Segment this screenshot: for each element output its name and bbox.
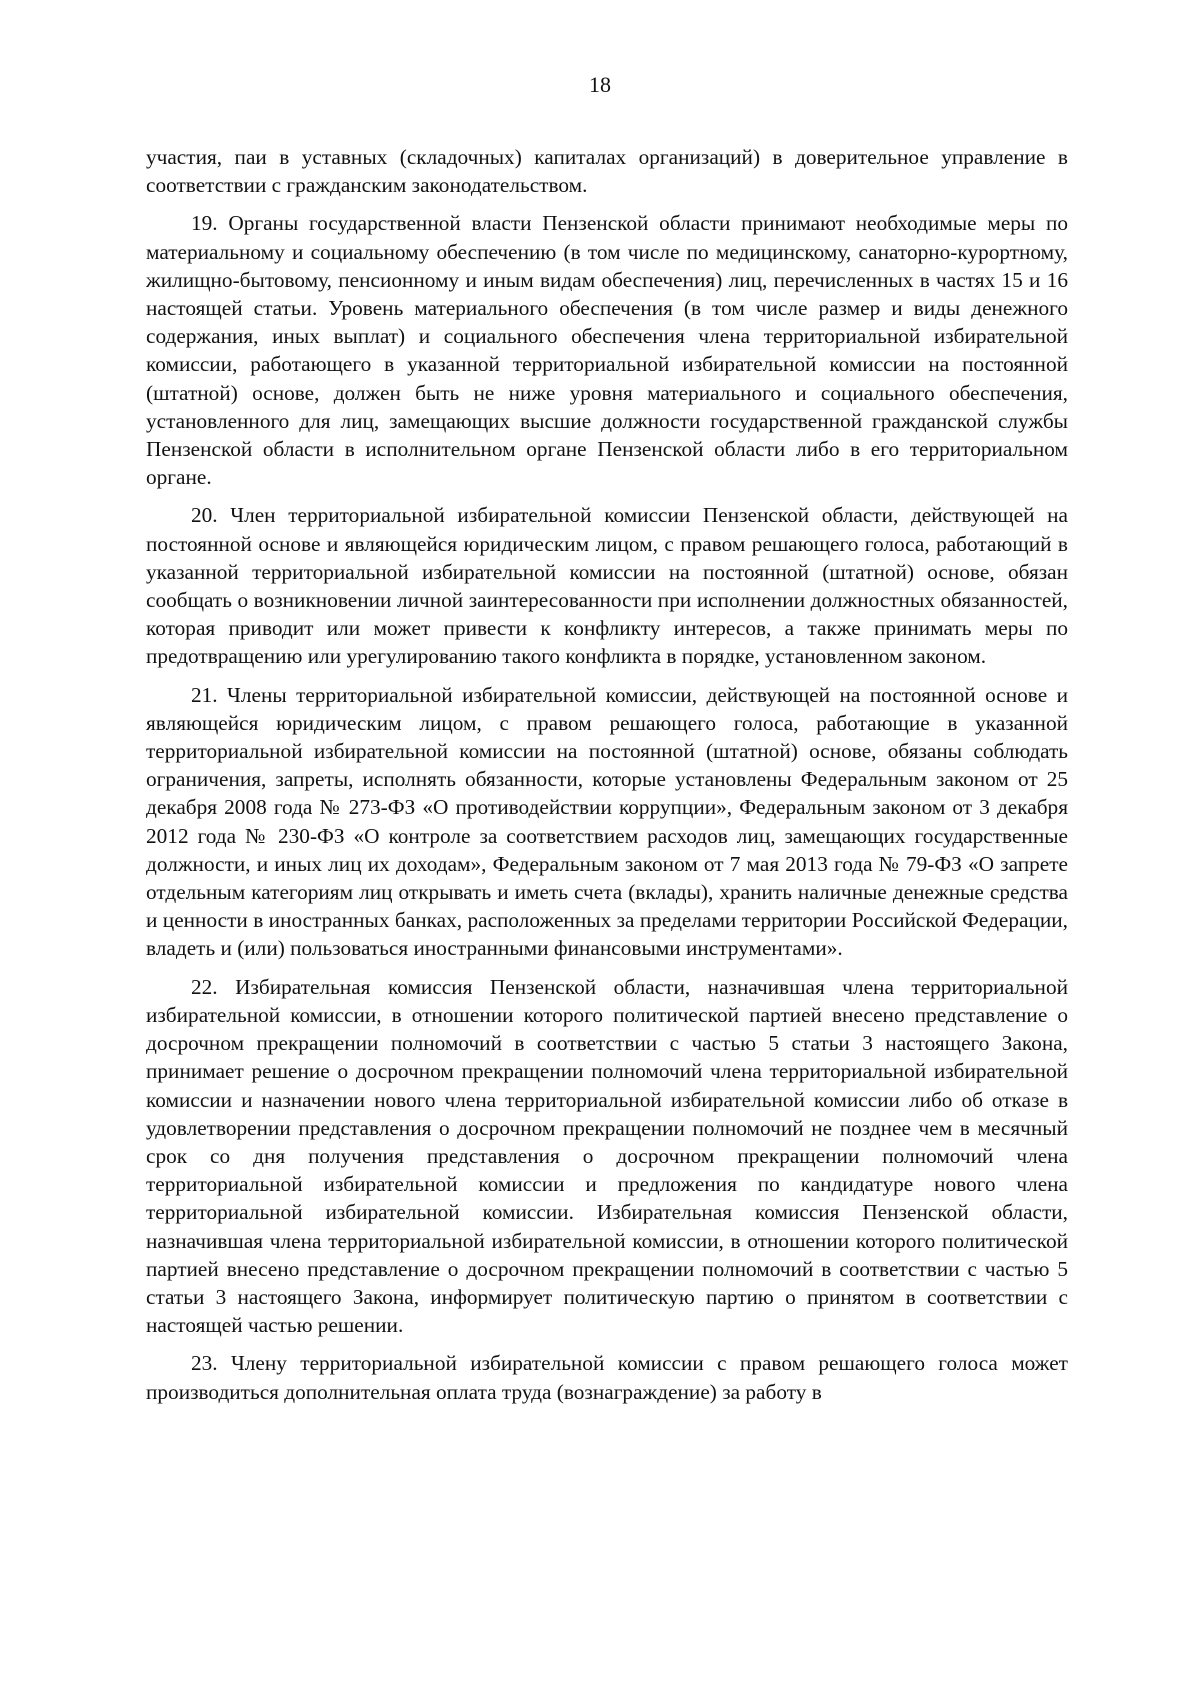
paragraph-22: 22. Избирательная комиссия Пензенской области, назначившая члена территориальной избирательной комиссии, в отношении которого политической партией внесено представление о досрочном прекращении полномочий в соответствии с частью 5 статьи 3 настоящего Закона, принимает решение о досрочном прекращении полномочий члена территориальной избирательной комиссии и назначении нового члена территориальной избирательной комиссии либо об отказе в удовлетворении представления о досрочном прекращении полномочий не позднее чем в месячный срок со дня получения представления о досрочном прекращении полномочий члена территориальной избирательной комиссии и предложения по кандидатуре нового члена территориальной избирательной комиссии. Избирательная комиссия Пензенской области, назначившая члена территориальной избирательной комиссии, в отношении которого политической партией внесено представление о досрочном прекращении полномочий в соответствии с частью 5 статьи 3 настоящего Закона, информирует политическую партию о принятом в соответствии с настоящей частью решении. — [146, 974, 1068, 1338]
paragraph-23: 23. Члену территориальной избирательной комиссии с правом решающего голоса может производиться дополнительная оплата труда (вознаграждение) за работу в — [146, 1351, 1068, 1404]
document-body — [146, 143, 1068, 1406]
paragraph-continuation: участия, паи в уставных (складочных) капиталах организаций) в доверительное управление в соответствии с гражданским законодательством. — [146, 145, 1068, 198]
paragraph-21: 21. Члены территориальной избирательной комиссии, действующей на постоянной основе и являющейся юридическим лицом, с правом решающего голоса, работающие в указанной территориальной избирательной комиссии на постоянной (штатной) основе, обязаны соблюдать ограничения, запреты, исполнять обязанности, которые установлены Федеральным законом от 25 декабря 2008 года № 273-ФЗ «О противодействии коррупции», Федеральным законом от 3 декабря 2012 года № 230-ФЗ «О контроле за соответствием расходов лиц, замещающих государственные должности, и иных лиц их доходам», Федеральным законом от 7 мая 2013 года № 79-ФЗ «О запрете отдельным категориям лиц открывать и иметь счета (вклады), хранить наличные денежные средства и ценности в иностранных банках, расположенных за пределами территории Российской Федерации, владеть и (или) пользоваться иностранными финансовыми инструментами». — [146, 682, 1068, 961]
paragraph-20: 20. Член территориальной избирательной комиссии Пензенской области, действующей на постоянной основе и являющейся юридическим лицом, с правом решающего голоса, работающий в указанной территориальной избирательной комиссии на постоянной (штатной) основе, обязан сообщать о возникновении личной заинтересованности при исполнении должностных обязанностей, которая приводит или может привести к конфликту интересов, а также принимать меры по предотвращению или урегулированию такого конфликта в порядке, установленном законом. — [146, 503, 1068, 669]
page-number: 18 — [589, 72, 611, 97]
paragraph-19: 19. Органы государственной власти Пензенской области принимают необходимые меры по материальному и социальному обеспечению (в том числе по медицинскому, санаторно-курортному, жилищно-бытовому, пенсионному и иным видам обеспечения) лиц, перечисленных в частях 15 и 16 настоящей статьи. Уровень материального обеспечения (в том числе размер и виды денежного содержания, иных выплат) и социального обеспечения члена территориальной избирательной комиссии, работающего в указанной территориальной избирательной комиссии на постоянной (штатной) основе, должен быть не ниже уровня материального и социального обеспечения, установленного для лиц, замещающих высшие должности государственной гражданской службы Пензенской области в исполнительном органе Пензенской области либо в его территориальном органе. — [146, 211, 1068, 490]
